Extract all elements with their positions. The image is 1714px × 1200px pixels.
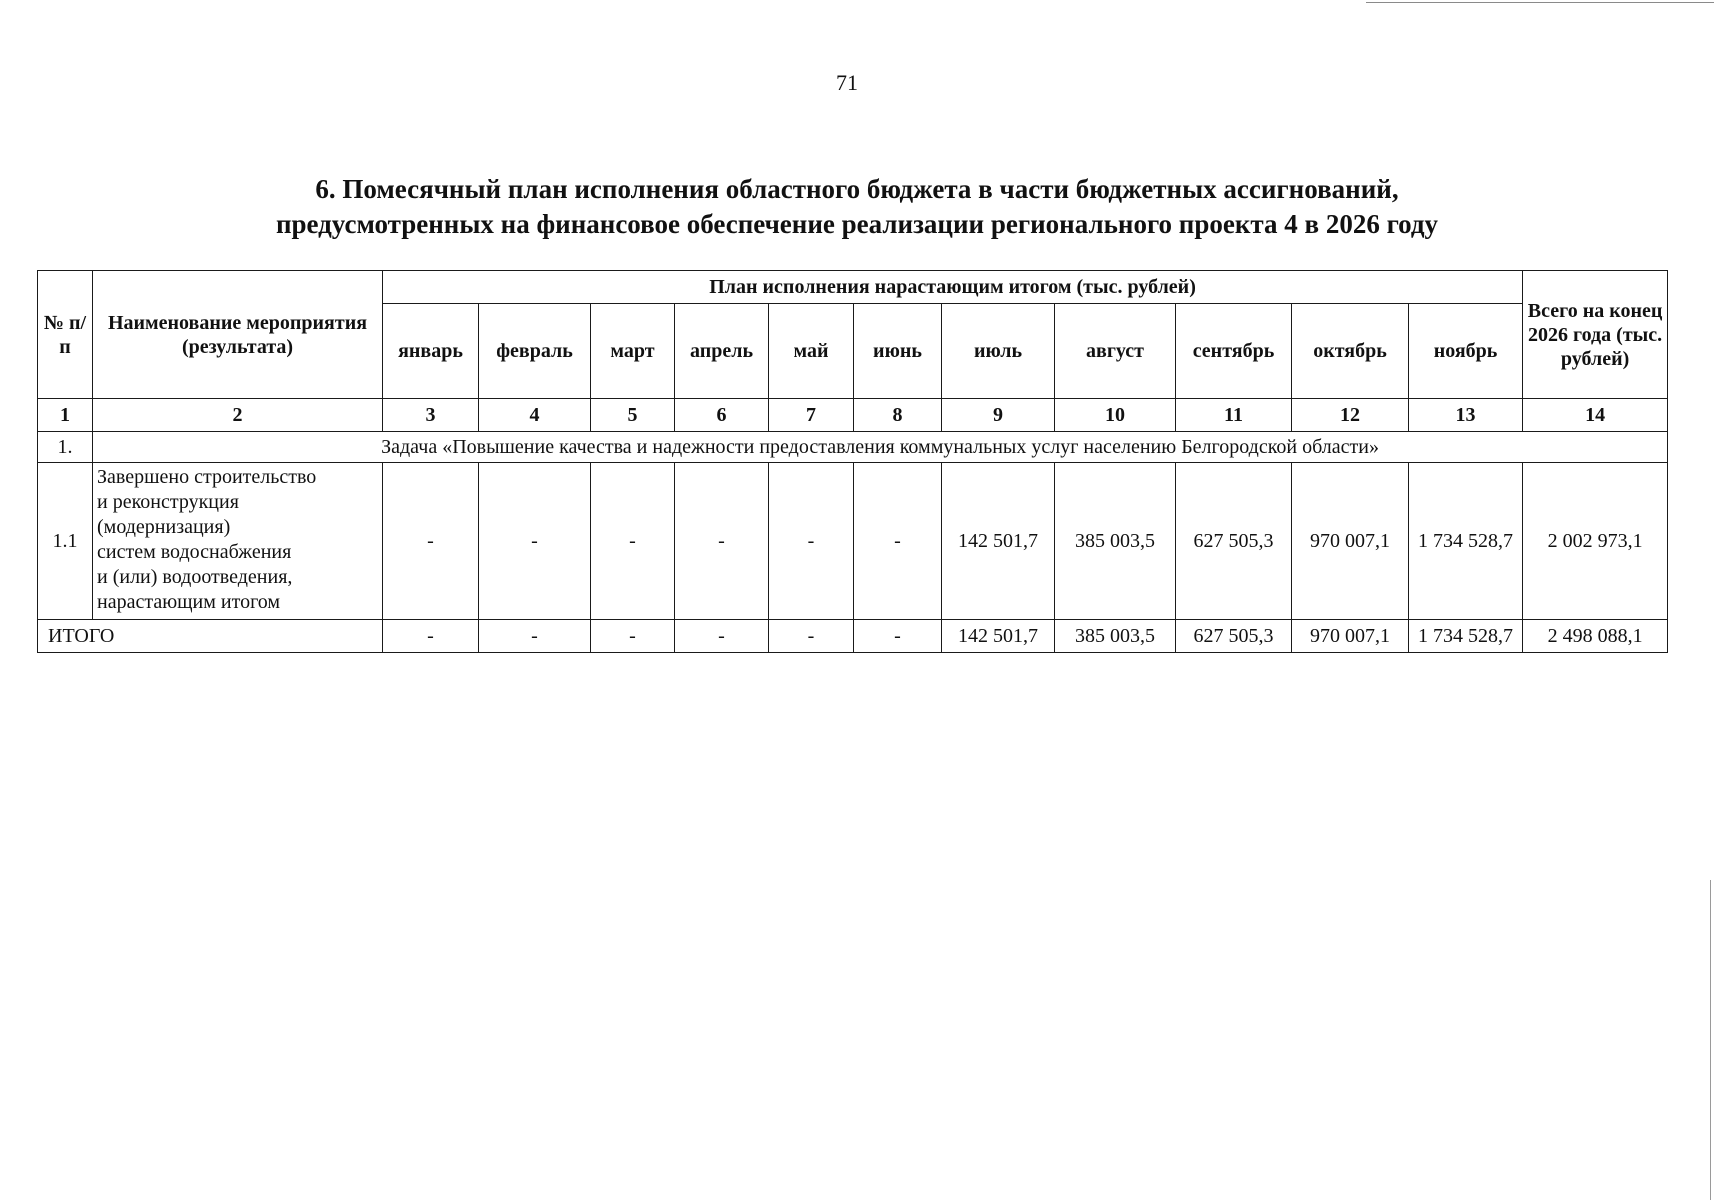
- header-plan-group: План исполнения нарастающим итогом (тыс. рублей): [383, 271, 1523, 304]
- header-total: Всего на конец 2026 года (тыс. рублей): [1523, 271, 1668, 399]
- item-value: 970 007,1: [1292, 463, 1409, 620]
- item-value: -: [769, 463, 854, 620]
- header-month: март: [591, 304, 675, 399]
- column-number: 13: [1409, 399, 1523, 432]
- total-grand: 2 498 088,1: [1523, 620, 1668, 653]
- item-value: 385 003,5: [1055, 463, 1176, 620]
- column-number: 10: [1055, 399, 1176, 432]
- item-value: -: [591, 463, 675, 620]
- item-name-line: нарастающим итогом: [97, 591, 281, 613]
- column-number-row: [38, 399, 1668, 432]
- item-value: -: [479, 463, 591, 620]
- column-number: 14: [1523, 399, 1668, 432]
- total-value: -: [383, 620, 479, 653]
- item-name: [93, 463, 383, 620]
- header-month: апрель: [675, 304, 769, 399]
- title-line-2: предусмотренных на финансовое обеспечение реализации регионального проекта 4 в 2026 году: [275, 209, 1439, 239]
- header-row-group: [38, 271, 1668, 304]
- total-value: 142 501,7: [942, 620, 1055, 653]
- column-number: 2: [93, 399, 383, 432]
- header-month: февраль: [479, 304, 591, 399]
- title-line-1: 6. Помесячный план исполнения областного бюджета в части бюджетных ассигнований,: [315, 174, 1399, 204]
- document-title: [0, 172, 1714, 242]
- item-name-line: и реконструкция: [97, 491, 239, 513]
- total-value: -: [591, 620, 675, 653]
- column-number: 3: [383, 399, 479, 432]
- header-month: май: [769, 304, 854, 399]
- item-total: 2 002 973,1: [1523, 463, 1668, 620]
- task-number: 1.: [38, 432, 93, 463]
- header-month: ноябрь: [1409, 304, 1523, 399]
- page-number: 71: [836, 70, 858, 95]
- column-number: 9: [942, 399, 1055, 432]
- item-value: 627 505,3: [1176, 463, 1292, 620]
- header-month: октябрь: [1292, 304, 1409, 399]
- total-value: 1 734 528,7: [1409, 620, 1523, 653]
- total-value: 970 007,1: [1292, 620, 1409, 653]
- column-number: 11: [1176, 399, 1292, 432]
- header-month: июнь: [854, 304, 942, 399]
- item-value: -: [383, 463, 479, 620]
- total-value: -: [675, 620, 769, 653]
- column-number: 5: [591, 399, 675, 432]
- item-number: 1.1: [38, 463, 93, 620]
- item-name-line: (модернизация): [97, 516, 231, 538]
- item-name-line: систем водоснабжения: [97, 541, 292, 563]
- header-month: август: [1055, 304, 1176, 399]
- item-name-line: и (или) водоотведения,: [97, 566, 293, 588]
- header-month: январь: [383, 304, 479, 399]
- total-value: 627 505,3: [1176, 620, 1292, 653]
- column-number: 12: [1292, 399, 1409, 432]
- scan-right-edge: [1710, 880, 1711, 1200]
- column-number: 4: [479, 399, 591, 432]
- header-month: июль: [942, 304, 1055, 399]
- item-value: -: [854, 463, 942, 620]
- total-value: -: [769, 620, 854, 653]
- task-row: [38, 432, 1668, 463]
- scan-edge-line: [1366, 2, 1714, 3]
- total-row: [38, 620, 1668, 653]
- item-value: 1 734 528,7: [1409, 463, 1523, 620]
- header-month: сентябрь: [1176, 304, 1292, 399]
- item-value: -: [675, 463, 769, 620]
- total-label: ИТОГО: [38, 620, 383, 653]
- table-row: [38, 463, 1668, 620]
- task-text: Задача «Повышение качества и надежности предоставления коммунальных услуг населению Белгородской области»: [93, 432, 1668, 463]
- total-value: -: [854, 620, 942, 653]
- column-number: 1: [38, 399, 93, 432]
- item-name-line: Завершено строительство: [97, 466, 317, 488]
- header-no: № п/п: [38, 271, 93, 399]
- column-number: 6: [675, 399, 769, 432]
- total-value: -: [479, 620, 591, 653]
- column-number: 8: [854, 399, 942, 432]
- column-number: 7: [769, 399, 854, 432]
- total-value: 385 003,5: [1055, 620, 1176, 653]
- item-value: 142 501,7: [942, 463, 1055, 620]
- header-name: Наименование мероприятия (результата): [93, 271, 383, 399]
- budget-plan-table: [37, 270, 1668, 653]
